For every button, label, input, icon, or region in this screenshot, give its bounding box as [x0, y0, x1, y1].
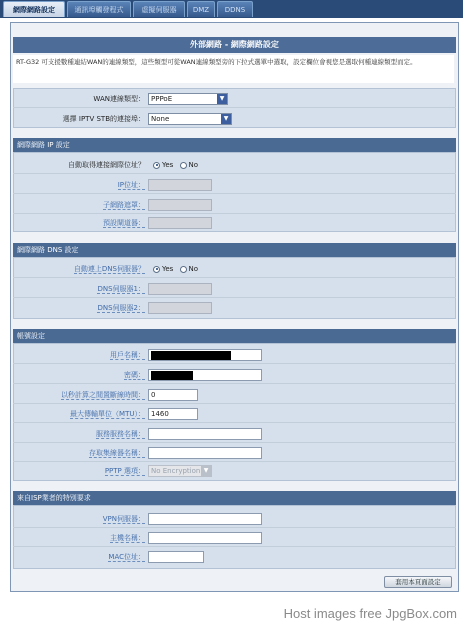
access-name-row	[13, 444, 456, 462]
idle-input[interactable]: 0	[148, 389, 198, 401]
ip-auto-yes-radio[interactable]	[153, 162, 160, 169]
dns-auto-row	[13, 260, 456, 278]
hostname-label: 主機名稱：	[110, 534, 145, 542]
username-label: 用戶名稱：	[110, 351, 145, 359]
gateway-input[interactable]	[148, 217, 212, 229]
iptv-row	[13, 110, 456, 128]
tab-dmz[interactable]: DMZ	[187, 1, 215, 17]
tab-virtual-server[interactable]: 虛擬伺服器	[133, 1, 185, 17]
ip-address-label: IP位址：	[117, 181, 145, 189]
wan-type-row	[13, 90, 456, 108]
access-name-input[interactable]	[148, 447, 262, 459]
tab-internet-settings[interactable]: 網際網路設定	[3, 1, 65, 17]
ip-address-row	[13, 176, 456, 194]
username-input[interactable]	[148, 349, 262, 361]
ip-auto-radios	[153, 156, 198, 174]
vpn-input[interactable]	[148, 513, 262, 525]
subnet-row	[13, 196, 456, 214]
password-row	[13, 366, 456, 384]
service-name-row	[13, 425, 456, 443]
subnet-input[interactable]	[148, 199, 212, 211]
access-name-label: 存取集線器名稱：	[89, 449, 145, 457]
wan-type-label: WAN連線類型：	[93, 95, 145, 103]
idle-row	[13, 386, 456, 404]
dns1-label: DNS伺服器1：	[97, 285, 145, 293]
page-title: 外部網路 - 網際網路設定	[13, 37, 456, 53]
subnet-label: 子網路遮罩：	[103, 201, 145, 209]
dns-auto-yes-label: Yes	[162, 265, 174, 273]
chevron-down-icon: ▼	[221, 114, 231, 124]
mtu-row	[13, 405, 456, 423]
tab-ddns[interactable]: DDNS	[217, 1, 253, 17]
ip-auto-row	[13, 156, 456, 174]
ip-auto-yes-label: Yes	[162, 161, 174, 169]
dns-auto-radios	[153, 260, 198, 278]
wan-type-select[interactable]: PPPoE ▼	[148, 93, 228, 105]
apply-button[interactable]: 套用本頁面設定	[384, 576, 452, 588]
mtu-input[interactable]: 1460	[148, 408, 198, 420]
page-description: RT-G32 可支援數種連結WAN的連線類型，這些類型可從WAN連線類型旁的下拉式選單中選取，設定欄位會視您是選取何種連線類型而定。	[13, 55, 454, 83]
username-row	[13, 346, 456, 364]
dns-auto-no-radio[interactable]	[180, 266, 187, 273]
hostname-row	[13, 529, 456, 547]
dns-auto-no-label: No	[188, 265, 199, 273]
hostname-input[interactable]	[148, 532, 262, 544]
pptp-label: PPTP 選項：	[104, 467, 145, 475]
dns-auto-yes-radio[interactable]	[153, 266, 160, 273]
dns2-row	[13, 299, 456, 317]
dns1-row	[13, 280, 456, 298]
chevron-down-icon: ▼	[201, 466, 211, 476]
ip-auto-label: 自動取得連接網際位址？	[68, 161, 145, 169]
ip-address-input[interactable]	[148, 179, 212, 191]
mac-label: MAC位址：	[108, 553, 145, 561]
gateway-row	[13, 214, 456, 232]
dns-section-title: 網際網路 DNS 設定	[13, 243, 456, 257]
mtu-label: 最大傳輸單位（MTU）：	[70, 410, 145, 418]
pptp-row	[13, 462, 456, 480]
mac-input[interactable]	[148, 551, 204, 563]
account-section-title: 帳號設定	[13, 329, 456, 343]
watermark: Host images free JpgBox.com	[283, 606, 457, 621]
isp-section-title: 來自ISP業者的特別要求	[13, 491, 456, 505]
iptv-select[interactable]: None ▼	[148, 113, 232, 125]
ip-section-title: 網際網路 IP 設定	[13, 138, 456, 152]
mac-row	[13, 548, 456, 566]
gateway-label: 預設閘道器：	[103, 219, 145, 227]
pptp-select[interactable]: No Encryption ▼	[148, 465, 212, 477]
service-name-input[interactable]	[148, 428, 262, 440]
tab-bar	[0, 0, 463, 18]
dns1-input[interactable]	[148, 283, 212, 295]
iptv-label: 選擇 IPTV STB的連接埠：	[62, 115, 145, 123]
service-name-label: 服務服務名稱：	[96, 430, 145, 438]
ip-auto-no-radio[interactable]	[180, 162, 187, 169]
vpn-row	[13, 510, 456, 528]
dns-auto-label: 自動連上DNS伺服器？	[73, 265, 145, 273]
ip-auto-no-label: No	[188, 161, 199, 169]
password-input[interactable]	[148, 369, 262, 381]
idle-label: 以秒計算之閒置斷線時間：	[61, 391, 145, 399]
chevron-down-icon: ▼	[217, 94, 227, 104]
vpn-label: VPN伺服器：	[102, 515, 145, 523]
redacted-block	[151, 351, 231, 360]
dns2-label: DNS伺服器2：	[97, 304, 145, 312]
password-label: 密碼：	[124, 371, 145, 379]
tab-port-trigger[interactable]: 通訊埠觸發程式	[67, 1, 131, 17]
redacted-block	[151, 371, 193, 380]
dns2-input[interactable]	[148, 302, 212, 314]
